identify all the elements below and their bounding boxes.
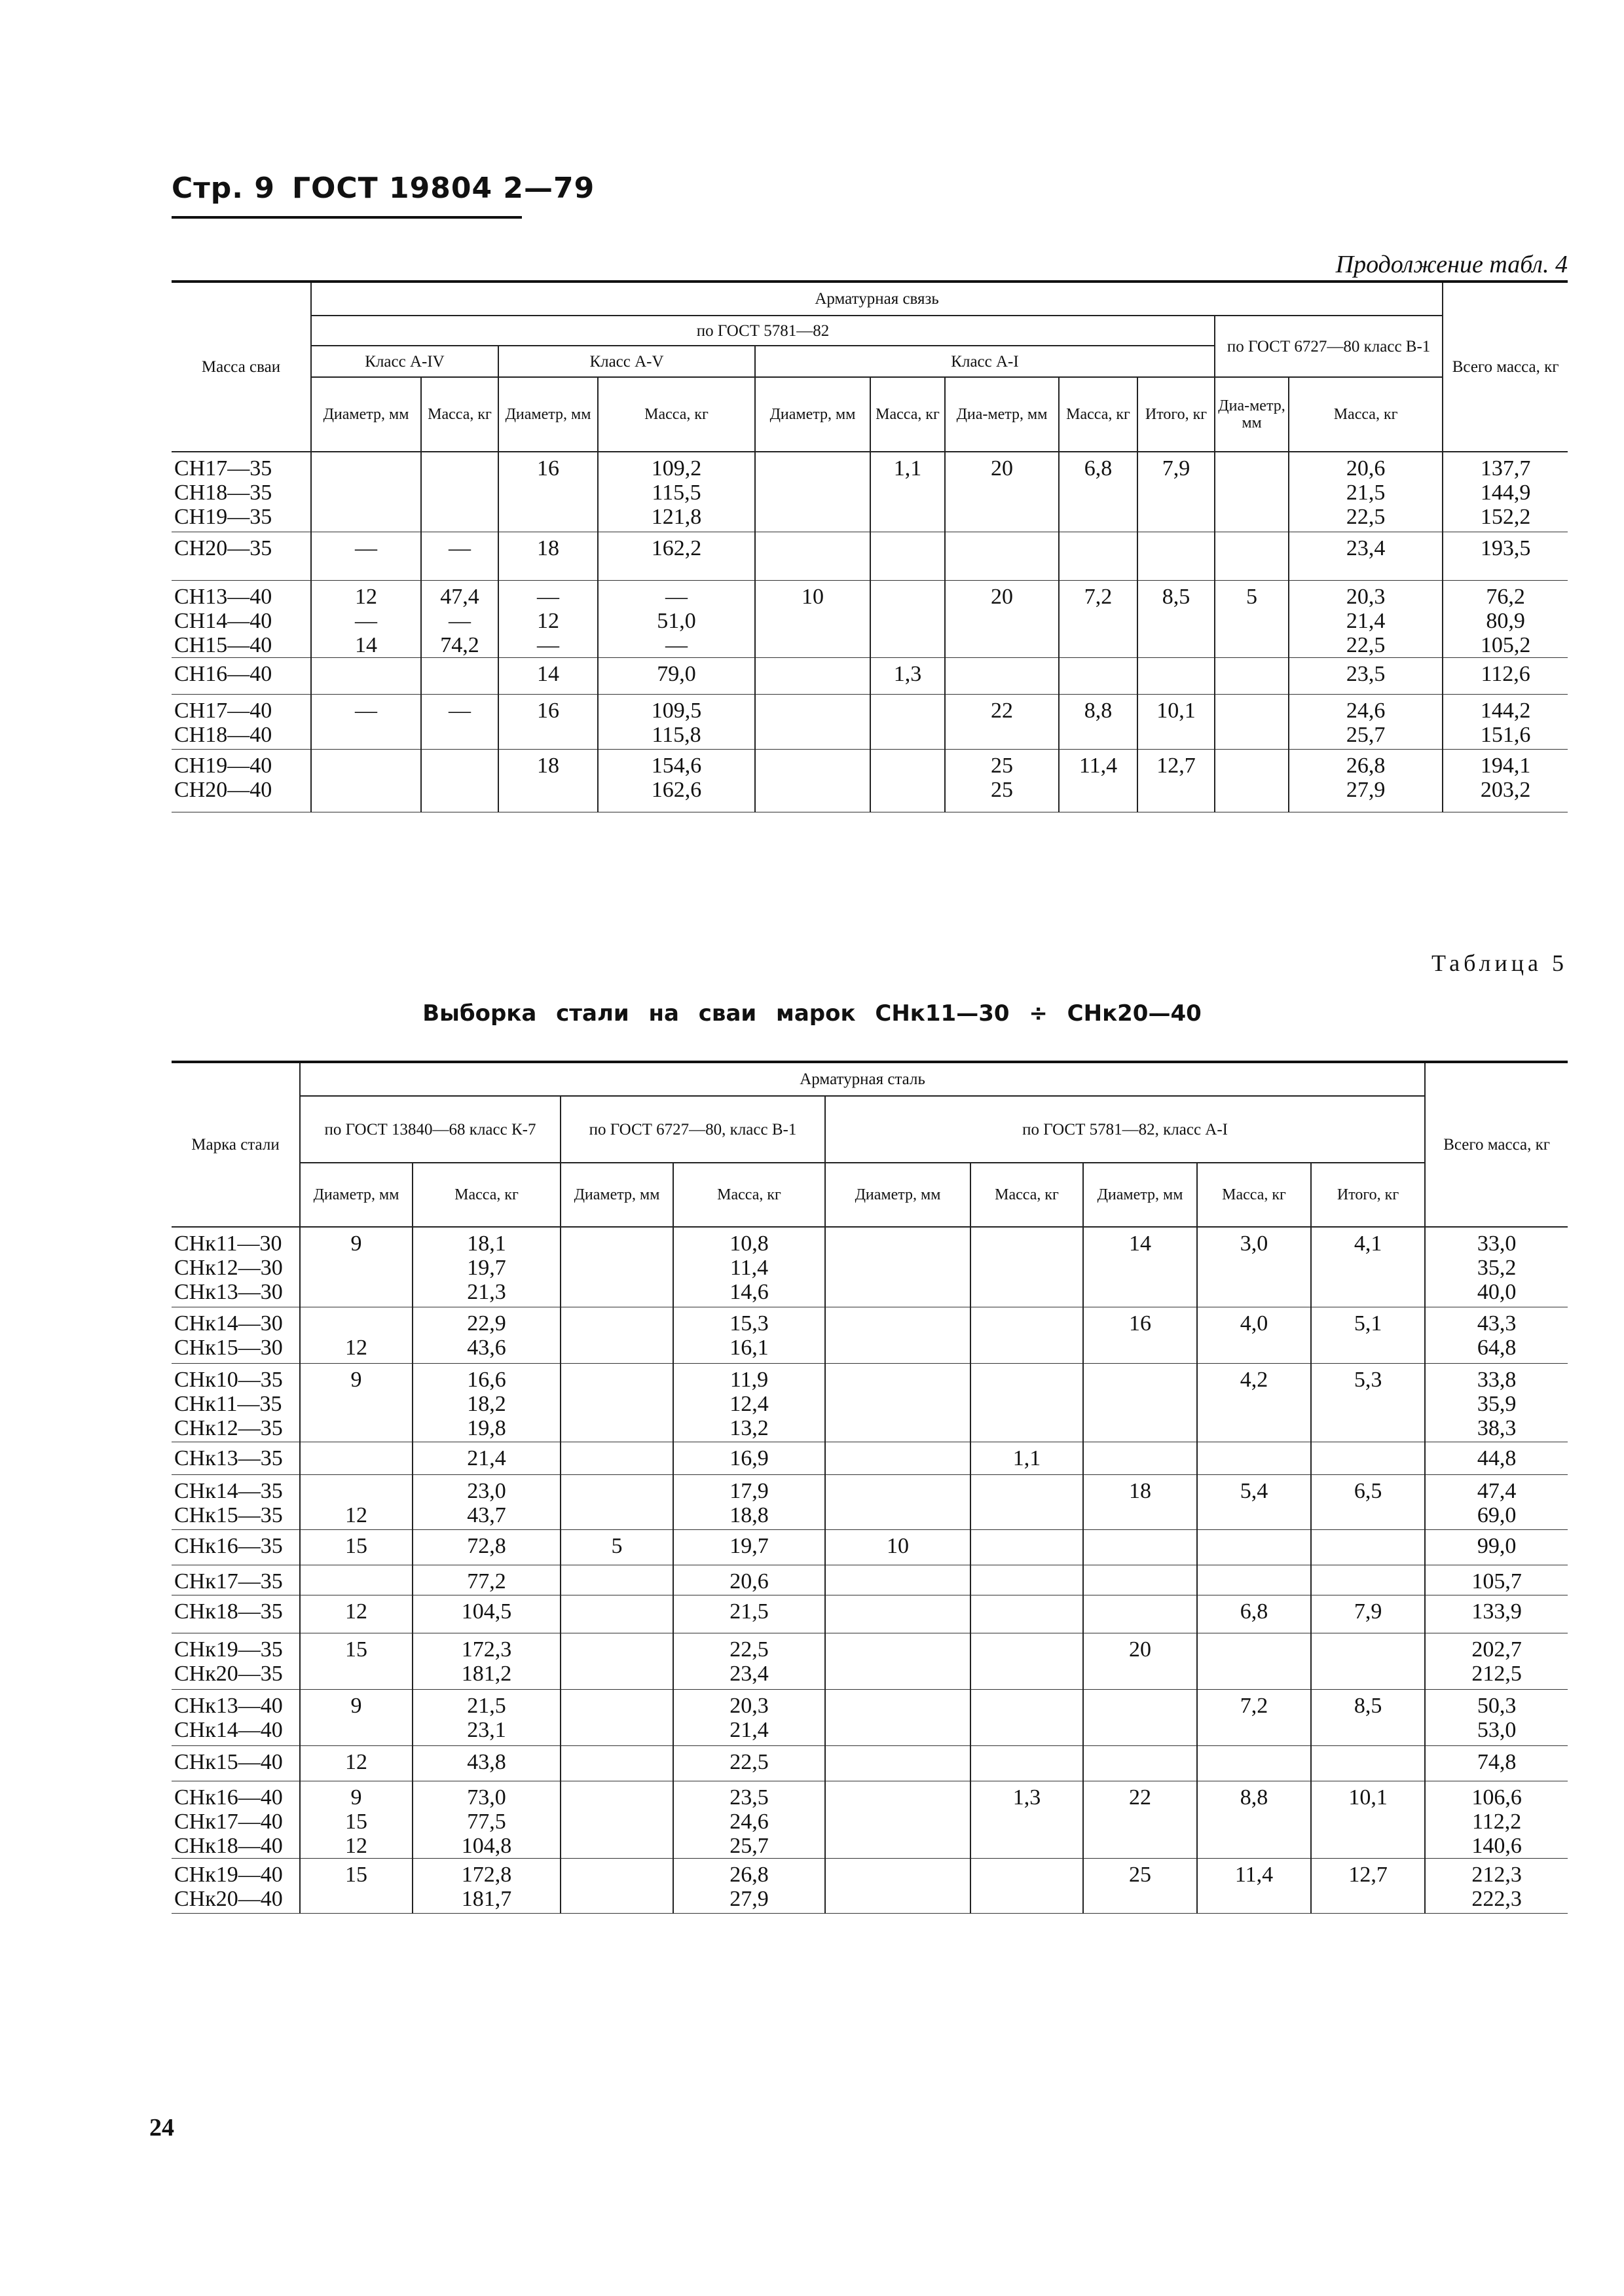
cell-am [970, 1474, 1083, 1529]
table-row [172, 452, 1568, 532]
table-row [172, 749, 1568, 812]
cell-a1d2: 20 [945, 452, 1059, 532]
cell-it: 4,1 [1311, 1227, 1425, 1307]
cell-a1m2: 11,4 [1059, 749, 1137, 812]
row-name-cell: СН20—35 [172, 532, 311, 580]
table-row [172, 1529, 1568, 1565]
cell-km: 21,5 23,1 [413, 1689, 561, 1745]
cell-a1d [755, 749, 870, 812]
cell-it [1311, 1745, 1425, 1781]
table-row [172, 1474, 1568, 1529]
cell-km: 23,0 43,7 [413, 1474, 561, 1529]
cell-vd [561, 1858, 673, 1913]
cell-am2 [1197, 1565, 1311, 1595]
table-row [172, 1745, 1568, 1781]
cell-a4d: — [311, 532, 421, 580]
cell-vd [1215, 657, 1289, 694]
cell-km: 21,4 [413, 1442, 561, 1474]
cell-vd [561, 1363, 673, 1442]
cell-ad [825, 1307, 970, 1363]
cell-am2 [1197, 1442, 1311, 1474]
cell-ad2 [1083, 1745, 1197, 1781]
cell-kd: 15 [300, 1633, 413, 1689]
cell-a5d: 18 [498, 749, 598, 812]
cell-vm: 22,5 [673, 1745, 825, 1781]
cell-a5m: 109,5 115,8 [598, 694, 755, 749]
cell-ad [825, 1363, 970, 1442]
cell-a4d [311, 749, 421, 812]
cell-a1d2 [945, 532, 1059, 580]
cell-am2: 3,0 [1197, 1227, 1311, 1307]
cell-a5m: 109,2 115,5 121,8 [598, 452, 755, 532]
cell-kd: 12 [300, 1474, 413, 1529]
row-name-cell: СНк19—40 СНк20—40 [172, 1858, 300, 1913]
cell-am [970, 1307, 1083, 1363]
cell-a1d2: 22 [945, 694, 1059, 749]
cell-ad [825, 1858, 970, 1913]
cell-it: 10,1 [1311, 1781, 1425, 1858]
cell-kd: 12 [300, 1745, 413, 1781]
cell-km: 104,5 [413, 1595, 561, 1633]
continuation-label: Продолжение табл. 4 [1335, 251, 1568, 278]
cell-tot: 47,4 69,0 [1425, 1474, 1568, 1529]
cell-kd [300, 1565, 413, 1595]
cell-vm: 15,3 16,1 [673, 1307, 825, 1363]
cell-km: 22,9 43,6 [413, 1307, 561, 1363]
cell-tot: 76,2 80,9 105,2 [1443, 580, 1568, 657]
cell-it: 5,1 [1311, 1307, 1425, 1363]
col-header-class-a1: Класс А-I [755, 346, 1215, 377]
cell-a5m: 79,0 [598, 657, 755, 694]
cell-a5d: 16 [498, 694, 598, 749]
row-name-cell: СН19—40 СН20—40 [172, 749, 311, 812]
cell-a1m2: 6,8 [1059, 452, 1137, 532]
cell-kd [300, 1442, 413, 1474]
row-name-cell: СН13—40 СН14—40 СН15—40 [172, 580, 311, 657]
row-name-cell: СНк14—30 СНк15—30 [172, 1307, 300, 1363]
cell-it: 7,9 [1311, 1595, 1425, 1633]
cell-vm: 20,6 21,5 22,5 [1289, 452, 1443, 532]
cell-am2 [1197, 1745, 1311, 1781]
col-header-mass: Масса, кг [598, 377, 755, 452]
cell-a1d [755, 694, 870, 749]
cell-vm: 21,5 [673, 1595, 825, 1633]
cell-vd [561, 1227, 673, 1307]
table-row [172, 1442, 1568, 1474]
cell-vd [561, 1745, 673, 1781]
cell-vd: 5 [561, 1529, 673, 1565]
cell-ad2: 14 [1083, 1227, 1197, 1307]
col-header-name: Марка стали [172, 1062, 300, 1227]
cell-vm: 23,5 24,6 25,7 [673, 1781, 825, 1858]
cell-a4m [421, 452, 498, 532]
cell-a4d [311, 452, 421, 532]
cell-tot: 44,8 [1425, 1442, 1568, 1474]
row-name-cell: СНк15—40 [172, 1745, 300, 1781]
col-header-name: Масса сваи [172, 282, 311, 452]
cell-km: 172,8 181,7 [413, 1858, 561, 1913]
cell-a1m [870, 694, 945, 749]
cell-kd: 12 [300, 1307, 413, 1363]
cell-ad2 [1083, 1595, 1197, 1633]
col-header-diam: Диаметр, мм [1083, 1163, 1197, 1227]
col-header-mass: Масса, кг [1059, 377, 1137, 452]
cell-tot: 50,3 53,0 [1425, 1689, 1568, 1745]
col-header-diam-short: Диа-метр, мм [1215, 377, 1289, 452]
row-name-cell: СНк13—40 СНк14—40 [172, 1689, 300, 1745]
cell-a5d: 14 [498, 657, 598, 694]
cell-ad [825, 1745, 970, 1781]
cell-tot: 144,2 151,6 [1443, 694, 1568, 749]
cell-a4m: — [421, 694, 498, 749]
row-name-cell: СН16—40 [172, 657, 311, 694]
col-header-class-a5: Класс А-V [498, 346, 755, 377]
cell-ad [825, 1474, 970, 1529]
cell-ad [825, 1565, 970, 1595]
page-ref: Стр. 9 [172, 172, 275, 205]
table-5-label: Таблица 5 [1431, 950, 1568, 976]
col-header-mass: Масса, кг [673, 1163, 825, 1227]
col-header-diam: Диаметр, мм [498, 377, 598, 452]
cell-a1m: 1,1 [870, 452, 945, 532]
cell-ad [825, 1595, 970, 1633]
cell-vd [561, 1442, 673, 1474]
cell-a4d: 12 — 14 [311, 580, 421, 657]
cell-am [970, 1363, 1083, 1442]
col-header-total: Всего масса, кг [1443, 282, 1568, 452]
table-row [172, 694, 1568, 749]
cell-a1d [755, 657, 870, 694]
standard-code: ГОСТ 19804 2—79 [291, 172, 595, 205]
cell-km: 77,2 [413, 1565, 561, 1595]
cell-a5d: 16 [498, 452, 598, 532]
cell-am2: 4,2 [1197, 1363, 1311, 1442]
cell-am2: 8,8 [1197, 1781, 1311, 1858]
cell-a5d: 18 [498, 532, 598, 580]
cell-it: 10,1 [1137, 694, 1215, 749]
table-row [172, 1363, 1568, 1442]
cell-a4m [421, 657, 498, 694]
row-name-cell: СНк16—35 [172, 1529, 300, 1565]
col-header-mass: Масса, кг [1197, 1163, 1311, 1227]
cell-km: 43,8 [413, 1745, 561, 1781]
cell-ad2 [1083, 1442, 1197, 1474]
col-header-diam: Диаметр, мм [755, 377, 870, 452]
cell-it [1137, 532, 1215, 580]
row-name-cell: СН17—40 СН18—40 [172, 694, 311, 749]
cell-it: 12,7 [1311, 1858, 1425, 1913]
cell-tot: 112,6 [1443, 657, 1568, 694]
cell-it [1311, 1442, 1425, 1474]
cell-tot: 74,8 [1425, 1745, 1568, 1781]
cell-kd: 15 [300, 1529, 413, 1565]
cell-ad [825, 1442, 970, 1474]
col-header-mass: Масса, кг [421, 377, 498, 452]
cell-a5m: 162,2 [598, 532, 755, 580]
cell-vd [1215, 749, 1289, 812]
cell-ad2 [1083, 1363, 1197, 1442]
table-row [172, 1307, 1568, 1363]
cell-km: 18,1 19,7 21,3 [413, 1227, 561, 1307]
col-header-gost6727: по ГОСТ 6727—80 класс В-1 [1215, 316, 1443, 377]
row-name-cell: СНк19—35 СНк20—35 [172, 1633, 300, 1689]
col-header-gost13840: по ГОСТ 13840—68 класс К-7 [300, 1096, 561, 1163]
cell-ad2: 22 [1083, 1781, 1197, 1858]
cell-ad [825, 1633, 970, 1689]
table-row [172, 1227, 1568, 1307]
cell-kd: 12 [300, 1595, 413, 1633]
cell-vd [561, 1474, 673, 1529]
cell-it: 8,5 [1137, 580, 1215, 657]
cell-am: 1,3 [970, 1781, 1083, 1858]
table-row [172, 1858, 1568, 1913]
cell-a4d: — [311, 694, 421, 749]
cell-vm: 24,6 25,7 [1289, 694, 1443, 749]
cell-am [970, 1595, 1083, 1633]
cell-am [970, 1565, 1083, 1595]
cell-tot: 106,6 112,2 140,6 [1425, 1781, 1568, 1858]
cell-vm: 23,5 [1289, 657, 1443, 694]
col-header-mass: Масса, кг [870, 377, 945, 452]
cell-a1m2 [1059, 532, 1137, 580]
cell-vm: 11,9 12,4 13,2 [673, 1363, 825, 1442]
col-header-diam: Диаметр, мм [561, 1163, 673, 1227]
col-header-class-a4: Класс А-IV [311, 346, 498, 377]
col-header-diam: Диаметр, мм [825, 1163, 970, 1227]
cell-tot: 33,0 35,2 40,0 [1425, 1227, 1568, 1307]
cell-vm: 10,8 11,4 14,6 [673, 1227, 825, 1307]
cell-am [970, 1227, 1083, 1307]
cell-ad2 [1083, 1529, 1197, 1565]
cell-vd [561, 1689, 673, 1745]
cell-tot: 194,1 203,2 [1443, 749, 1568, 812]
cell-a1m2: 7,2 [1059, 580, 1137, 657]
table-4 [172, 280, 1568, 812]
cell-a1m: 1,3 [870, 657, 945, 694]
header-underline [172, 216, 522, 219]
cell-ad [825, 1781, 970, 1858]
col-header-group: Арматурная связь [311, 282, 1443, 316]
cell-vm: 26,8 27,9 [673, 1858, 825, 1913]
cell-a1d2: 25 25 [945, 749, 1059, 812]
cell-vm: 23,4 [1289, 532, 1443, 580]
cell-it: 8,5 [1311, 1689, 1425, 1745]
cell-tot: 105,7 [1425, 1565, 1568, 1595]
page-header [172, 172, 595, 205]
cell-a1d [755, 532, 870, 580]
cell-am [970, 1745, 1083, 1781]
cell-it [1137, 657, 1215, 694]
cell-am [970, 1633, 1083, 1689]
cell-kd: 9 15 12 [300, 1781, 413, 1858]
table-row [172, 1633, 1568, 1689]
cell-a4d [311, 657, 421, 694]
cell-vm: 26,8 27,9 [1289, 749, 1443, 812]
cell-am2: 6,8 [1197, 1595, 1311, 1633]
row-name-cell: СНк18—35 [172, 1595, 300, 1633]
cell-ad2: 18 [1083, 1474, 1197, 1529]
row-name-cell: СН17—35 СН18—35 СН19—35 [172, 452, 311, 532]
cell-tot: 193,5 [1443, 532, 1568, 580]
cell-it: 7,9 [1137, 452, 1215, 532]
cell-vd: 5 [1215, 580, 1289, 657]
cell-vd [1215, 452, 1289, 532]
cell-a4m: — [421, 532, 498, 580]
table-5-body [172, 1227, 1568, 1913]
cell-a4m [421, 749, 498, 812]
cell-ad2 [1083, 1565, 1197, 1595]
col-header-itogo: Итого, кг [1137, 377, 1215, 452]
cell-vd [561, 1781, 673, 1858]
cell-kd: 15 [300, 1858, 413, 1913]
table-row [172, 1781, 1568, 1858]
cell-ad2: 20 [1083, 1633, 1197, 1689]
table-4-body [172, 452, 1568, 812]
table-row [172, 657, 1568, 694]
cell-am2: 4,0 [1197, 1307, 1311, 1363]
cell-am2: 11,4 [1197, 1858, 1311, 1913]
cell-it [1311, 1529, 1425, 1565]
cell-tot: 137,7 144,9 152,2 [1443, 452, 1568, 532]
row-name-cell: СНк11—30 СНк12—30 СНк13—30 [172, 1227, 300, 1307]
col-header-itogo: Итого, кг [1311, 1163, 1425, 1227]
row-name-cell: СНк17—35 [172, 1565, 300, 1595]
cell-am: 1,1 [970, 1442, 1083, 1474]
table-row [172, 1595, 1568, 1633]
table-row [172, 1565, 1568, 1595]
cell-vd [1215, 694, 1289, 749]
cell-kd: 9 [300, 1689, 413, 1745]
table-row [172, 1689, 1568, 1745]
row-name-cell: СНк13—35 [172, 1442, 300, 1474]
cell-it [1311, 1633, 1425, 1689]
col-header-mass: Масса, кг [1289, 377, 1443, 452]
cell-it: 12,7 [1137, 749, 1215, 812]
cell-am2 [1197, 1529, 1311, 1565]
cell-vd [561, 1307, 673, 1363]
cell-a1m2 [1059, 657, 1137, 694]
cell-vm: 20,3 21,4 [673, 1689, 825, 1745]
cell-tot: 43,3 64,8 [1425, 1307, 1568, 1363]
cell-km: 73,0 77,5 104,8 [413, 1781, 561, 1858]
col-header-gost5781: по ГОСТ 5781—82, класс А-I [825, 1096, 1425, 1163]
cell-a5d: — 12 — [498, 580, 598, 657]
cell-vd [561, 1565, 673, 1595]
col-header-diam: Диаметр, мм [311, 377, 421, 452]
row-name-cell: СНк10—35 СНк11—35 СНк12—35 [172, 1363, 300, 1442]
cell-km: 16,6 18,2 19,8 [413, 1363, 561, 1442]
cell-a1d [755, 452, 870, 532]
cell-ad [825, 1689, 970, 1745]
cell-km: 72,8 [413, 1529, 561, 1565]
col-header-diam: Диаметр, мм [300, 1163, 413, 1227]
cell-vd [561, 1633, 673, 1689]
cell-ad: 10 [825, 1529, 970, 1565]
col-header-total: Всего масса, кг [1425, 1062, 1568, 1227]
table-5 [172, 1061, 1568, 1914]
cell-am2: 7,2 [1197, 1689, 1311, 1745]
cell-ad2 [1083, 1689, 1197, 1745]
cell-a1m [870, 580, 945, 657]
table-5-title: Выборка стали на сваи марок СНк11—30 ÷ СНк20—40 [422, 1000, 1202, 1027]
cell-vm: 16,9 [673, 1442, 825, 1474]
cell-kd: 9 [300, 1227, 413, 1307]
cell-tot: 202,7 212,5 [1425, 1633, 1568, 1689]
col-header-gost5781: по ГОСТ 5781—82 [311, 316, 1215, 346]
cell-vm: 20,6 [673, 1565, 825, 1595]
table-row [172, 580, 1568, 657]
cell-vm: 22,5 23,4 [673, 1633, 825, 1689]
cell-tot: 99,0 [1425, 1529, 1568, 1565]
cell-tot: 133,9 [1425, 1595, 1568, 1633]
cell-a1d: 10 [755, 580, 870, 657]
cell-it [1311, 1565, 1425, 1595]
cell-vd [1215, 532, 1289, 580]
cell-a1d2 [945, 657, 1059, 694]
cell-kd: 9 [300, 1363, 413, 1442]
col-header-mass: Масса, кг [413, 1163, 561, 1227]
cell-tot: 33,8 35,9 38,3 [1425, 1363, 1568, 1442]
cell-it: 6,5 [1311, 1474, 1425, 1529]
cell-tot: 212,3 222,3 [1425, 1858, 1568, 1913]
cell-ad [825, 1227, 970, 1307]
cell-vm: 19,7 [673, 1529, 825, 1565]
cell-am [970, 1689, 1083, 1745]
row-name-cell: СНк14—35 СНк15—35 [172, 1474, 300, 1529]
cell-ad2: 25 [1083, 1858, 1197, 1913]
cell-a1m [870, 749, 945, 812]
cell-am [970, 1858, 1083, 1913]
cell-am [970, 1529, 1083, 1565]
col-header-gost6727: по ГОСТ 6727—80, класс В-1 [561, 1096, 825, 1163]
table-row [172, 532, 1568, 580]
cell-am2 [1197, 1633, 1311, 1689]
row-name-cell: СНк16—40 СНк17—40 СНк18—40 [172, 1781, 300, 1858]
cell-vm: 20,3 21,4 22,5 [1289, 580, 1443, 657]
cell-it: 5,3 [1311, 1363, 1425, 1442]
page-number: 24 [149, 2114, 174, 2141]
col-header-diam-short: Диа-метр, мм [945, 377, 1059, 452]
col-header-group: Арматурная сталь [300, 1062, 1425, 1096]
cell-a1m [870, 532, 945, 580]
cell-am2: 5,4 [1197, 1474, 1311, 1529]
col-header-mass: Масса, кг [970, 1163, 1083, 1227]
cell-vd [561, 1595, 673, 1633]
cell-a5m: 154,6 162,6 [598, 749, 755, 812]
cell-a4m: 47,4 — 74,2 [421, 580, 498, 657]
cell-ad2: 16 [1083, 1307, 1197, 1363]
cell-km: 172,3 181,2 [413, 1633, 561, 1689]
cell-a1m2: 8,8 [1059, 694, 1137, 749]
cell-vm: 17,9 18,8 [673, 1474, 825, 1529]
cell-a5m: — 51,0 — [598, 580, 755, 657]
cell-a1d2: 20 [945, 580, 1059, 657]
